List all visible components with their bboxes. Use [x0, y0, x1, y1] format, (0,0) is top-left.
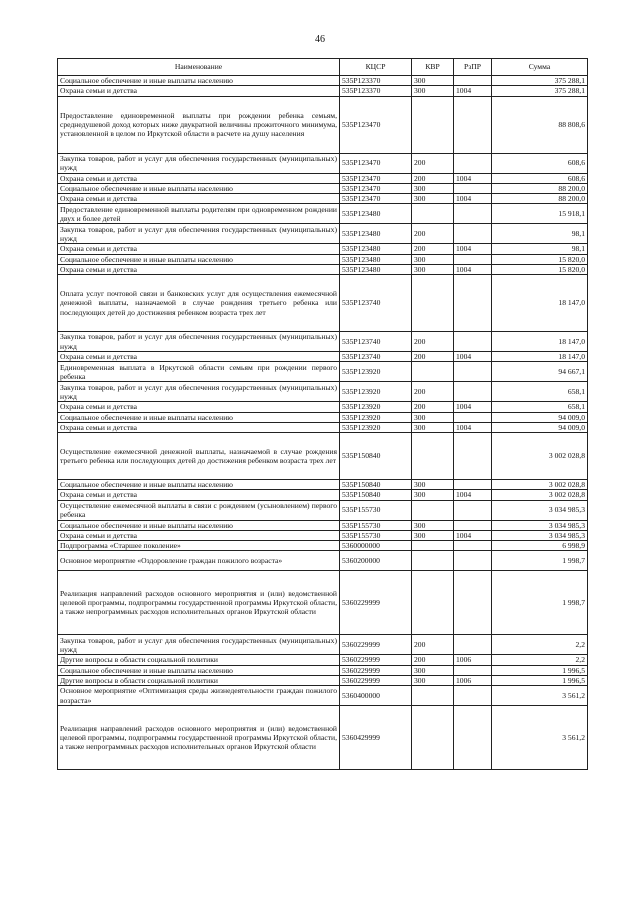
- row-rzpr-cell: [454, 433, 492, 480]
- row-kvr-cell: 200: [412, 382, 454, 402]
- row-name-cell: Реализация направлений расходов основного мероприятия и (или) ведомственной целевой программы, подпрограммы государственной программы Иркутской области, а также непрограммных расходов исполнительных органов Иркутской области: [58, 571, 340, 635]
- row-kvr-cell: [412, 571, 454, 635]
- row-name-cell: Социальное обеспечение и иные выплаты населению: [58, 412, 340, 422]
- row-kcsr-cell: 5360400000: [340, 686, 412, 706]
- row-sum-cell: 88 200,0: [492, 183, 588, 193]
- row-name-cell: Социальное обеспечение и иные выплаты населению: [58, 480, 340, 490]
- row-kcsr-cell: 5360229999: [340, 635, 412, 655]
- row-kcsr-cell: 535P123470: [340, 96, 412, 153]
- row-kvr-cell: 300: [412, 412, 454, 422]
- row-sum-cell: 15 820,0: [492, 254, 588, 264]
- header-sum: Сумма: [492, 59, 588, 76]
- row-rzpr-cell: [454, 275, 492, 332]
- row-name-cell: Закупка товаров, работ и услуг для обеспечения государственных (муниципальных) нужд: [58, 153, 340, 173]
- row-name-cell: Предоставление единовременной выплаты родителям при одновременном рождении двух и более детей: [58, 204, 340, 224]
- row-kvr-cell: [412, 362, 454, 382]
- row-name-cell: Осуществление ежемесячной выплаты в связи с рождением (усыновлением) первого ребенка: [58, 500, 340, 520]
- table-row: [58, 153, 588, 173]
- row-rzpr-cell: [454, 706, 492, 770]
- row-sum-cell: 18 147,0: [492, 352, 588, 362]
- header-kcsr: КЦСР: [340, 59, 412, 76]
- row-name-cell: Охрана семьи и детства: [58, 86, 340, 96]
- row-sum-cell: 1 996,5: [492, 675, 588, 685]
- row-sum-cell: 18 147,0: [492, 332, 588, 352]
- row-sum-cell: 3 002 028,8: [492, 433, 588, 480]
- table-row: [58, 183, 588, 193]
- table-row: [58, 382, 588, 402]
- row-kvr-cell: [412, 204, 454, 224]
- table-row: [58, 675, 588, 685]
- row-name-cell: Социальное обеспечение и иные выплаты населению: [58, 665, 340, 675]
- row-sum-cell: 18 147,0: [492, 275, 588, 332]
- row-rzpr-cell: 1004: [454, 194, 492, 204]
- row-kcsr-cell: 535P123470: [340, 173, 412, 183]
- row-kvr-cell: 200: [412, 352, 454, 362]
- table-row: [58, 254, 588, 264]
- row-rzpr-cell: 1004: [454, 86, 492, 96]
- row-sum-cell: 98,1: [492, 244, 588, 254]
- table-row: [58, 571, 588, 635]
- row-name-cell: Охрана семьи и детства: [58, 194, 340, 204]
- row-sum-cell: 2,2: [492, 655, 588, 665]
- row-kcsr-cell: 535P150840: [340, 490, 412, 500]
- row-sum-cell: 3 002 028,8: [492, 490, 588, 500]
- row-kcsr-cell: 535P123920: [340, 382, 412, 402]
- row-rzpr-cell: [454, 254, 492, 264]
- row-sum-cell: 88 808,6: [492, 96, 588, 153]
- table-row: [58, 706, 588, 770]
- row-sum-cell: 1 996,5: [492, 665, 588, 675]
- row-kvr-cell: 200: [412, 173, 454, 183]
- table-row: [58, 686, 588, 706]
- row-rzpr-cell: 1004: [454, 422, 492, 432]
- row-kvr-cell: [412, 706, 454, 770]
- row-kvr-cell: 300: [412, 675, 454, 685]
- row-kvr-cell: 200: [412, 332, 454, 352]
- row-sum-cell: 15 918,1: [492, 204, 588, 224]
- row-name-cell: Реализация направлений расходов основного мероприятия и (или) ведомственной целевой программы, подпрограммы государственной программы Иркутской области, а также непрограммных расходов исполнительных органов Иркутской области: [58, 706, 340, 770]
- row-kcsr-cell: 5360429999: [340, 706, 412, 770]
- table-row: [58, 76, 588, 86]
- row-name-cell: Оплата услуг почтовой связи и банковских услуг для осуществления ежемесячной денежной выплаты, назначаемой в случае рождения третьего ребенка или последующих детей до достижения ребенком возраста трех лет: [58, 275, 340, 332]
- row-name-cell: Охрана семьи и детства: [58, 530, 340, 540]
- row-kcsr-cell: 535P123740: [340, 352, 412, 362]
- table-row: [58, 422, 588, 432]
- table-row: [58, 520, 588, 530]
- row-kcsr-cell: 535P123470: [340, 153, 412, 173]
- row-kcsr-cell: 535P123470: [340, 183, 412, 193]
- row-kcsr-cell: 535P123370: [340, 76, 412, 86]
- row-kcsr-cell: 535P123480: [340, 244, 412, 254]
- header-name: Наименование: [58, 59, 340, 76]
- row-kvr-cell: 300: [412, 264, 454, 274]
- row-rzpr-cell: [454, 412, 492, 422]
- row-rzpr-cell: [454, 686, 492, 706]
- row-kvr-cell: 200: [412, 244, 454, 254]
- row-kvr-cell: 300: [412, 254, 454, 264]
- table-row: [58, 86, 588, 96]
- row-sum-cell: 3 034 985,3: [492, 500, 588, 520]
- row-sum-cell: 1 998,7: [492, 551, 588, 571]
- row-kcsr-cell: 535P155730: [340, 530, 412, 540]
- row-kvr-cell: [412, 551, 454, 571]
- row-rzpr-cell: [454, 153, 492, 173]
- row-kvr-cell: 200: [412, 224, 454, 244]
- row-kcsr-cell: 535P123920: [340, 412, 412, 422]
- row-sum-cell: 608,6: [492, 173, 588, 183]
- row-rzpr-cell: [454, 551, 492, 571]
- table-row: [58, 224, 588, 244]
- table-row: [58, 275, 588, 332]
- row-sum-cell: 3 002 028,8: [492, 480, 588, 490]
- row-sum-cell: 3 561,2: [492, 706, 588, 770]
- row-kcsr-cell: 535P123920: [340, 402, 412, 412]
- row-kvr-cell: 300: [412, 422, 454, 432]
- row-kcsr-cell: 5360000000: [340, 541, 412, 551]
- table-row: [58, 655, 588, 665]
- table-row: [58, 204, 588, 224]
- row-name-cell: Охрана семьи и детства: [58, 264, 340, 274]
- row-kcsr-cell: 535P123480: [340, 254, 412, 264]
- row-name-cell: Охрана семьи и детства: [58, 244, 340, 254]
- row-sum-cell: 6 998,9: [492, 541, 588, 551]
- page-number: 46: [315, 34, 325, 45]
- row-kvr-cell: 300: [412, 76, 454, 86]
- row-rzpr-cell: 1004: [454, 530, 492, 540]
- row-sum-cell: 98,1: [492, 224, 588, 244]
- row-kcsr-cell: 5360200000: [340, 551, 412, 571]
- row-name-cell: Охрана семьи и детства: [58, 173, 340, 183]
- row-kvr-cell: 200: [412, 402, 454, 412]
- row-kcsr-cell: 535P123480: [340, 264, 412, 274]
- row-rzpr-cell: [454, 665, 492, 675]
- row-name-cell: Охрана семьи и детства: [58, 402, 340, 412]
- row-kvr-cell: 300: [412, 194, 454, 204]
- row-name-cell: Другие вопросы в области социальной политики: [58, 675, 340, 685]
- table-header-row: [58, 59, 588, 76]
- row-rzpr-cell: [454, 96, 492, 153]
- row-kvr-cell: [412, 686, 454, 706]
- row-kvr-cell: [412, 541, 454, 551]
- table-row: [58, 551, 588, 571]
- row-rzpr-cell: [454, 224, 492, 244]
- row-rzpr-cell: [454, 480, 492, 490]
- row-name-cell: Закупка товаров, работ и услуг для обеспечения государственных (муниципальных) нужд: [58, 635, 340, 655]
- table-row: [58, 665, 588, 675]
- row-kcsr-cell: 535P150840: [340, 433, 412, 480]
- row-name-cell: Закупка товаров, работ и услуг для обеспечения государственных (муниципальных) нужд: [58, 332, 340, 352]
- table-row: [58, 362, 588, 382]
- row-rzpr-cell: [454, 76, 492, 86]
- row-sum-cell: 375 288,1: [492, 76, 588, 86]
- table-row: [58, 412, 588, 422]
- row-name-cell: Осуществление ежемесячной денежной выплаты, назначаемой в случае рождения третьего ребенка или последующих детей до достижения ребенком возраста трех лет: [58, 433, 340, 480]
- table-row: [58, 244, 588, 254]
- row-kvr-cell: 300: [412, 480, 454, 490]
- row-sum-cell: 375 288,1: [492, 86, 588, 96]
- table-row: [58, 352, 588, 362]
- row-name-cell: Социальное обеспечение и иные выплаты населению: [58, 76, 340, 86]
- row-rzpr-cell: 1004: [454, 244, 492, 254]
- row-rzpr-cell: [454, 362, 492, 382]
- row-rzpr-cell: 1004: [454, 402, 492, 412]
- table-row: [58, 264, 588, 274]
- row-kcsr-cell: 535P123740: [340, 332, 412, 352]
- row-name-cell: Охрана семьи и детства: [58, 422, 340, 432]
- row-kvr-cell: [412, 433, 454, 480]
- row-kcsr-cell: 5360229999: [340, 675, 412, 685]
- row-name-cell: Социальное обеспечение и иные выплаты населению: [58, 183, 340, 193]
- row-sum-cell: 94 009,0: [492, 422, 588, 432]
- row-name-cell: Основное мероприятие «Оздоровление граждан пожилого возраста»: [58, 551, 340, 571]
- table-row: [58, 433, 588, 480]
- row-rzpr-cell: [454, 520, 492, 530]
- row-name-cell: Социальное обеспечение и иные выплаты населению: [58, 520, 340, 530]
- row-kvr-cell: 200: [412, 635, 454, 655]
- row-kvr-cell: 300: [412, 183, 454, 193]
- row-kvr-cell: 300: [412, 530, 454, 540]
- row-kvr-cell: 300: [412, 490, 454, 500]
- row-kvr-cell: 300: [412, 665, 454, 675]
- table-body: [58, 76, 588, 770]
- row-sum-cell: 3 034 985,3: [492, 530, 588, 540]
- row-sum-cell: 3 561,2: [492, 686, 588, 706]
- row-rzpr-cell: 1006: [454, 655, 492, 665]
- row-rzpr-cell: 1006: [454, 675, 492, 685]
- row-rzpr-cell: [454, 571, 492, 635]
- row-rzpr-cell: [454, 332, 492, 352]
- row-sum-cell: 88 200,0: [492, 194, 588, 204]
- row-name-cell: Единовременная выплата в Иркутской области семьям при рождении первого ребенка: [58, 362, 340, 382]
- table-row: [58, 173, 588, 183]
- row-name-cell: Подпрограмма «Старшее поколение»: [58, 541, 340, 551]
- row-name-cell: Предоставление единовременной выплаты при рождении ребенка семьям, среднедушевой доход которых ниже двукратной величины прожиточного минимума, установленной в целом по Иркутской области в расчете на душу населения: [58, 96, 340, 153]
- row-sum-cell: 608,6: [492, 153, 588, 173]
- row-rzpr-cell: 1004: [454, 173, 492, 183]
- row-sum-cell: 94 667,1: [492, 362, 588, 382]
- row-sum-cell: 658,1: [492, 382, 588, 402]
- row-kcsr-cell: 535P155730: [340, 500, 412, 520]
- row-kvr-cell: 200: [412, 153, 454, 173]
- row-rzpr-cell: 1004: [454, 352, 492, 362]
- table-row: [58, 541, 588, 551]
- row-kvr-cell: [412, 96, 454, 153]
- table-row: [58, 530, 588, 540]
- row-kvr-cell: 200: [412, 655, 454, 665]
- row-name-cell: Охрана семьи и детства: [58, 490, 340, 500]
- row-kcsr-cell: 535P123470: [340, 194, 412, 204]
- row-sum-cell: 15 820,0: [492, 264, 588, 274]
- row-kcsr-cell: 5360229999: [340, 571, 412, 635]
- row-rzpr-cell: 1004: [454, 264, 492, 274]
- budget-table: [57, 58, 588, 770]
- row-kcsr-cell: 535P123920: [340, 422, 412, 432]
- row-kcsr-cell: 535P123920: [340, 362, 412, 382]
- row-name-cell: Закупка товаров, работ и услуг для обеспечения государственных (муниципальных) нужд: [58, 382, 340, 402]
- table-row: [58, 402, 588, 412]
- row-rzpr-cell: [454, 541, 492, 551]
- row-sum-cell: 1 998,7: [492, 571, 588, 635]
- table-row: [58, 490, 588, 500]
- table-row: [58, 480, 588, 490]
- row-sum-cell: 2,2: [492, 635, 588, 655]
- row-rzpr-cell: [454, 204, 492, 224]
- row-name-cell: Социальное обеспечение и иные выплаты населению: [58, 254, 340, 264]
- row-sum-cell: 94 009,0: [492, 412, 588, 422]
- row-kvr-cell: [412, 500, 454, 520]
- row-kcsr-cell: 535P150840: [340, 480, 412, 490]
- table-row: [58, 96, 588, 153]
- row-sum-cell: 3 034 985,3: [492, 520, 588, 530]
- row-kvr-cell: 300: [412, 520, 454, 530]
- row-kcsr-cell: 535P123370: [340, 86, 412, 96]
- row-rzpr-cell: [454, 500, 492, 520]
- row-rzpr-cell: [454, 183, 492, 193]
- row-rzpr-cell: 1004: [454, 490, 492, 500]
- row-kvr-cell: [412, 275, 454, 332]
- row-kcsr-cell: 535P123480: [340, 204, 412, 224]
- row-name-cell: Охрана семьи и детства: [58, 352, 340, 362]
- row-name-cell: Другие вопросы в области социальной политики: [58, 655, 340, 665]
- table-row: [58, 332, 588, 352]
- row-name-cell: Основное мероприятие «Оптимизация среды жизнедеятельности граждан пожилого возраста»: [58, 686, 340, 706]
- row-name-cell: Закупка товаров, работ и услуг для обеспечения государственных (муниципальных) нужд: [58, 224, 340, 244]
- header-kvr: КВР: [412, 59, 454, 76]
- row-kcsr-cell: 535P123480: [340, 224, 412, 244]
- row-kvr-cell: 300: [412, 86, 454, 96]
- header-rzpr: РзПР: [454, 59, 492, 76]
- row-kcsr-cell: 5360229999: [340, 665, 412, 675]
- row-rzpr-cell: [454, 382, 492, 402]
- row-rzpr-cell: [454, 635, 492, 655]
- table-row: [58, 500, 588, 520]
- row-kcsr-cell: 535P123740: [340, 275, 412, 332]
- row-sum-cell: 658,1: [492, 402, 588, 412]
- table-row: [58, 194, 588, 204]
- row-kcsr-cell: 535P155730: [340, 520, 412, 530]
- table-row: [58, 635, 588, 655]
- row-kcsr-cell: 5360229999: [340, 655, 412, 665]
